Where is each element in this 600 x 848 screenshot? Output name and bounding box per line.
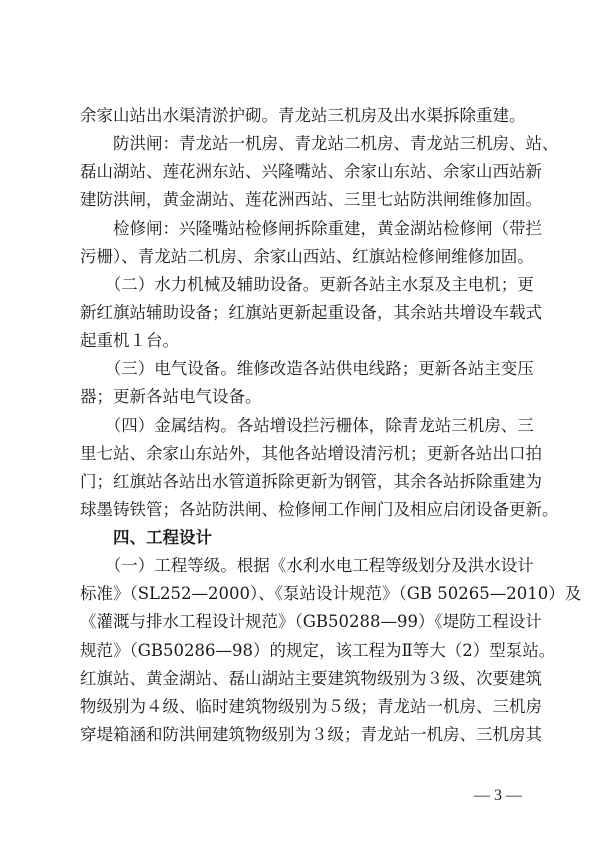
text-line: 标准》（SL252—2000）、《泵站设计规范》（GB 50265—2010）及 [80, 584, 582, 603]
text-line: 门；红旗站各站出水管道拆除更新为钢管，其余各站拆除重建为 [80, 472, 542, 491]
text-line: 球墨铸铁管；各站防洪闸、检修闸工作闸门及相应启闭设备更新。 [80, 500, 559, 519]
text-line: 《灌溉与排水工程设计规范》（GB50288—99）《堤防工程设计 [80, 612, 542, 631]
section-heading: 四、工程设计 [80, 528, 212, 547]
text-line: 防洪闸：青龙站一机房、青龙站二机房、青龙站三机房、站、 [80, 134, 559, 153]
text-line: 物级别为４级、临时建筑物级别为５级；青龙站一机房、三机房 [80, 697, 542, 716]
text-line: 余家山站出水渠清淤护砌。青龙站三机房及出水渠拆除重建。 [80, 106, 526, 125]
text-line: 里七站、余家山东站外，其他各站增设清污机；更新各站出口拍 [80, 444, 542, 463]
text-line: 红旗站、黄金湖站、磊山湖站主要建筑物级别为３级、次要建筑 [80, 669, 542, 688]
text-line: （三）电气设备。维修改造各站供电线路；更新各站主变压 [80, 359, 534, 378]
text-line: （一）工程等级。根据《水利水电工程等级划分及洪水设计 [80, 556, 534, 575]
text-line: 磊山湖站、莲花洲东站、兴隆嘴站、余家山东站、余家山西站新 [80, 162, 542, 181]
text-line: 穿堤箱涵和防洪闸建筑物级别为３级；青龙站一机房、三机房其 [80, 725, 542, 744]
page-number: — 3 — [474, 787, 522, 804]
text-line: 新红旗站辅助设备；红旗站更新起重设备，其余站共增设车载式 [80, 303, 542, 322]
text-line: （二）水力机械及辅助设备。更新各站主水泵及主电机；更 [80, 275, 534, 294]
text-line: 器；更新各站电气设备。 [80, 387, 262, 406]
text-line: 规范》（GB50286—98）的规定，该工程为Ⅱ等大（2）型泵站。 [80, 641, 556, 660]
text-line: （四）金属结构。各站增设拦污栅体，除青龙站三机房、三 [80, 416, 534, 435]
text-line: 建防洪闸，黄金湖站、莲花洲西站、三里七站防洪闸维修加固。 [80, 190, 542, 209]
text-line: 起重机１台。 [80, 331, 179, 350]
text-line: 检修闸：兴隆嘴站检修闸拆除重建，黄金湖站检修闸（带拦 [80, 219, 542, 238]
text-line: 污栅）、青龙站二机房、余家山西站、红旗站检修闸维修加固。 [80, 247, 534, 266]
